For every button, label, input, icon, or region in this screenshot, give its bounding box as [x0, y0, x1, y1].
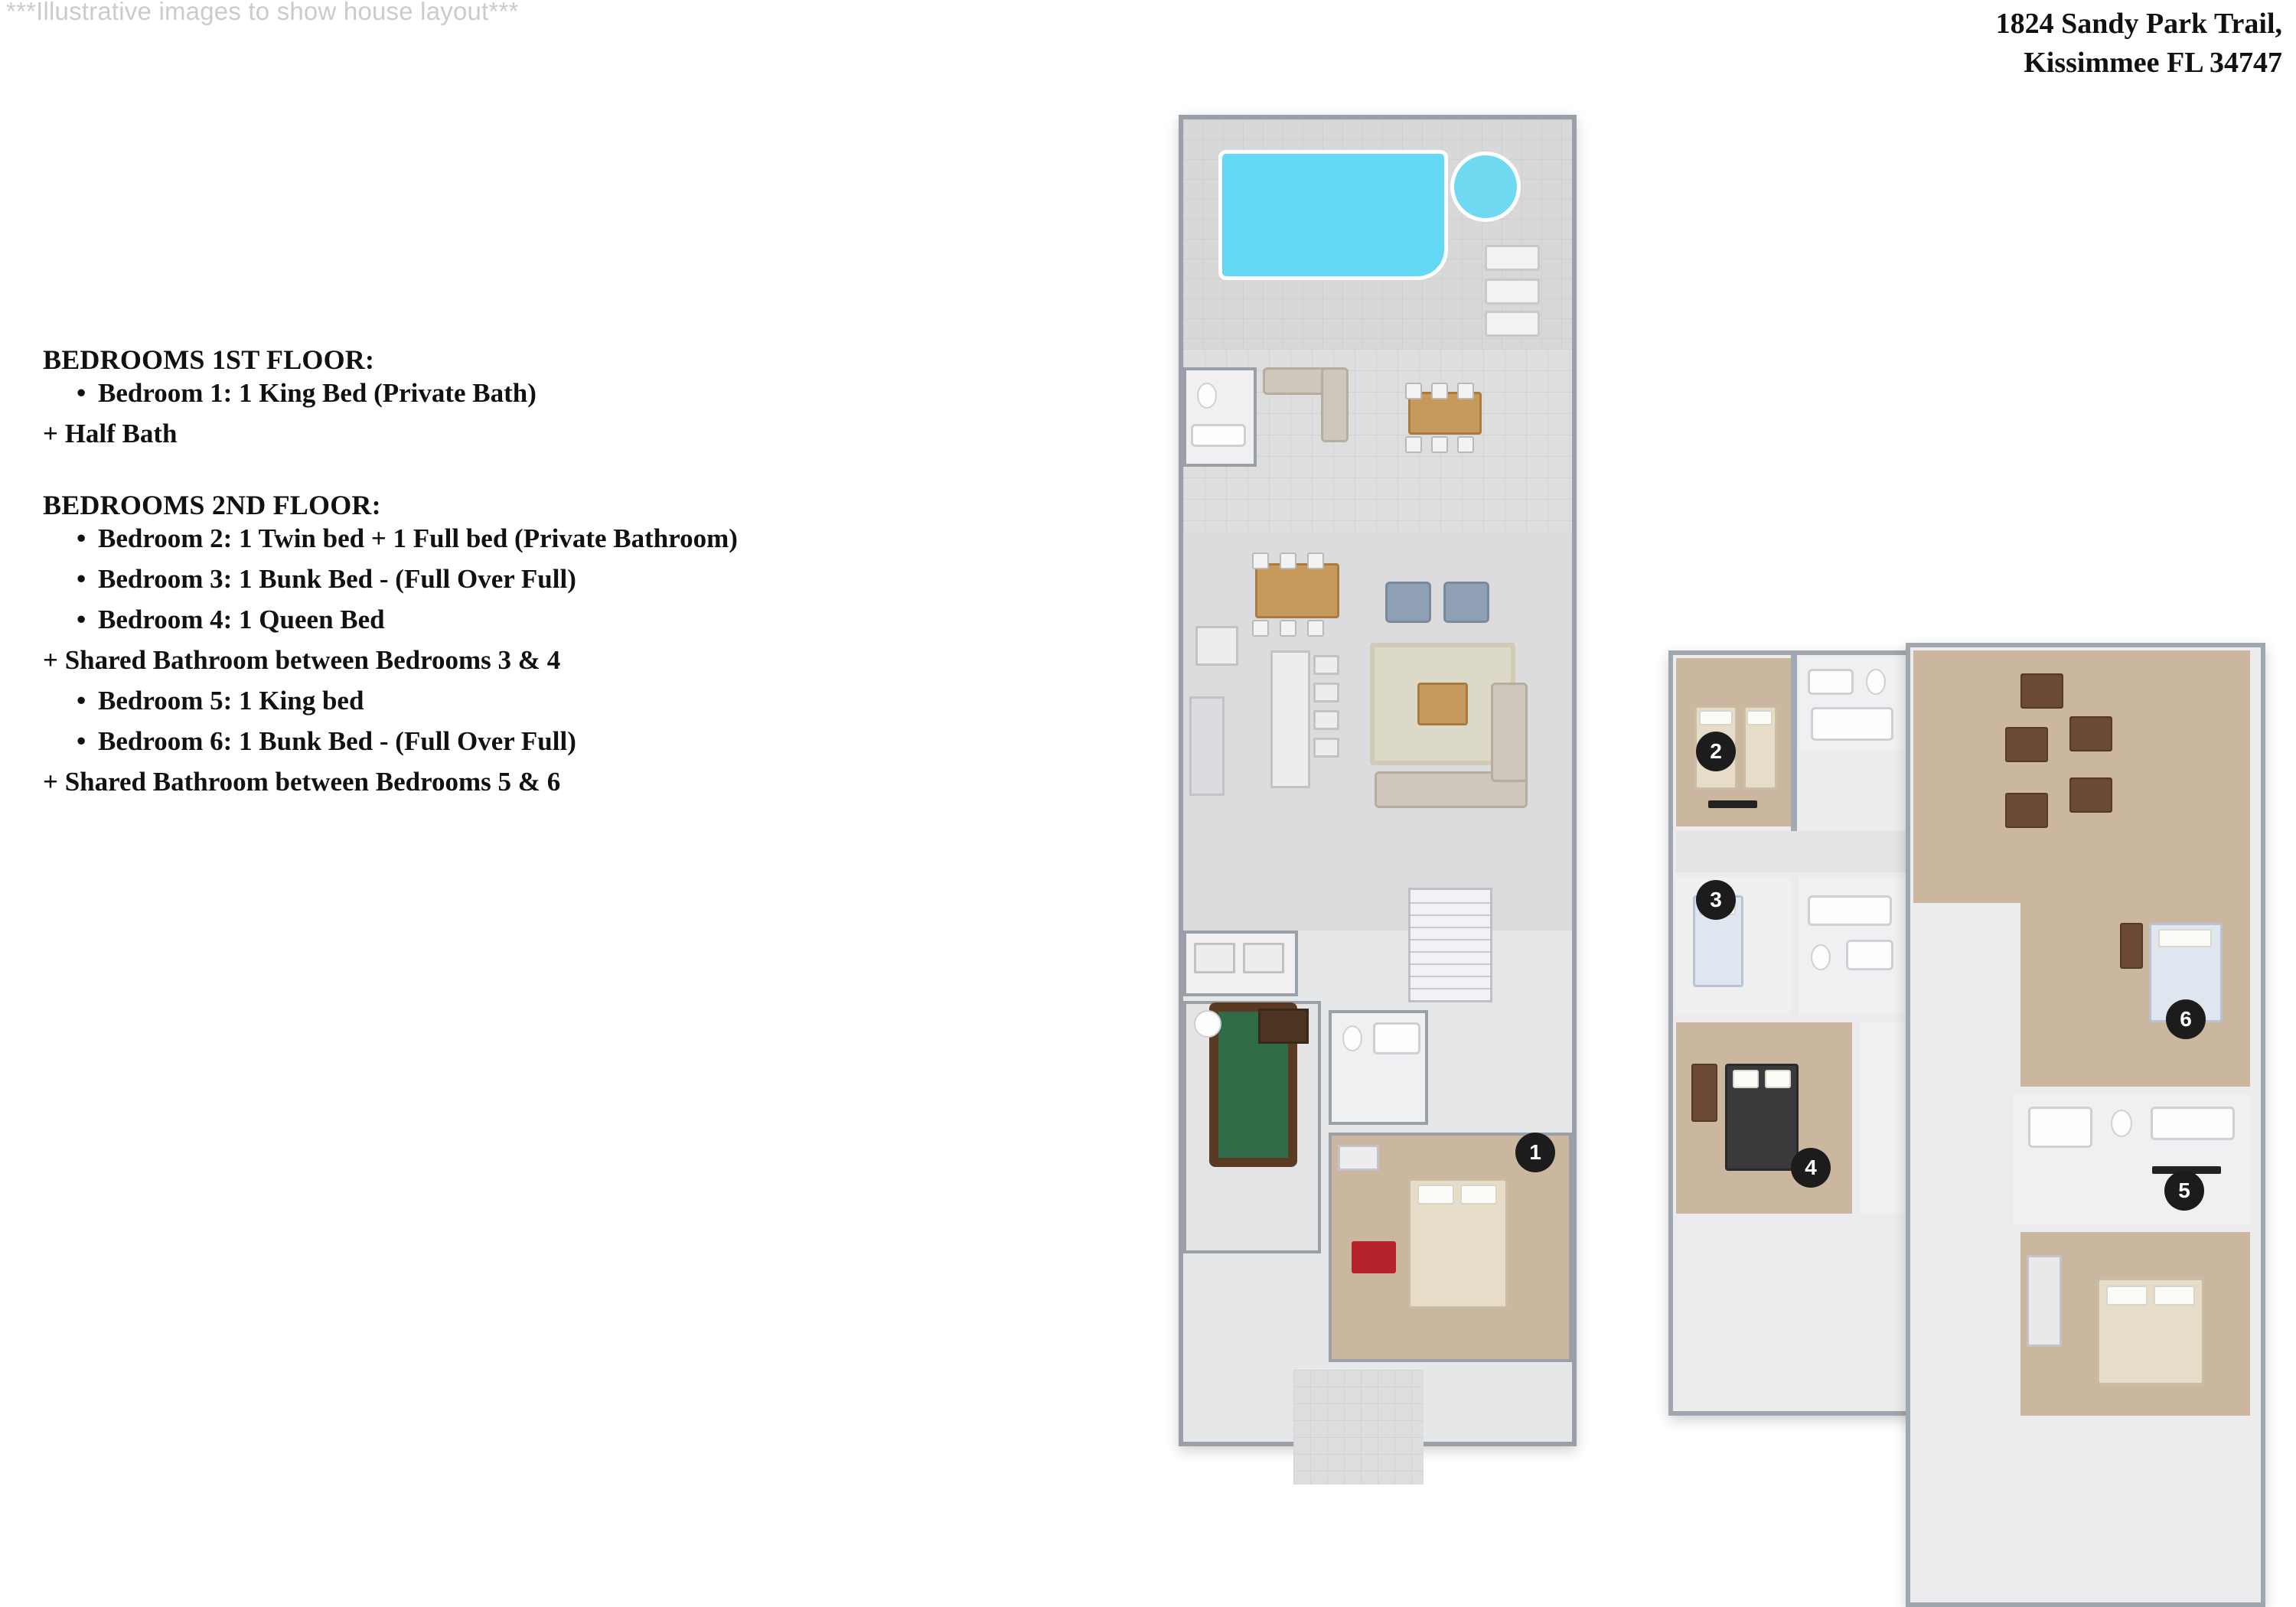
chair — [1280, 620, 1296, 637]
bullet-icon: • — [77, 378, 86, 408]
nightstand — [1338, 1145, 1379, 1171]
gaming-chair — [2069, 777, 2112, 813]
toilet-icon — [1342, 1025, 1362, 1051]
gaming-chair — [2020, 673, 2063, 709]
tv-icon — [1708, 800, 1757, 808]
first-floor-heading: BEDROOMS 1ST FLOOR: — [43, 344, 375, 375]
dryer-icon — [1243, 943, 1284, 973]
coffee-table — [1417, 683, 1468, 725]
pillow — [2106, 1286, 2148, 1305]
loft-game-area — [1913, 650, 2250, 903]
pillow — [1733, 1070, 1759, 1088]
kitchen-counter — [1189, 696, 1225, 796]
bullet-icon: • — [77, 726, 86, 756]
shower-icon — [2028, 1107, 2092, 1148]
first-floor-list — [43, 380, 1038, 406]
list-item — [43, 606, 1038, 633]
shared-bath-5-6: + Shared Bathroom between Bedrooms 5 & 6 — [43, 767, 561, 797]
decor-icon — [1194, 1010, 1221, 1038]
second-floor-list-b — [43, 687, 1038, 755]
half-bath-room — [1183, 367, 1257, 467]
bedroom-badge-2: 2 — [1696, 732, 1736, 771]
sectional-sofa-return — [1491, 683, 1528, 782]
nightstand — [2120, 923, 2143, 969]
chair — [1280, 553, 1296, 569]
vanity-icon — [2151, 1107, 2235, 1140]
second-floor-plan-left — [1668, 650, 1921, 1416]
bedroom-info-panel — [43, 346, 1038, 809]
second-floor-list-a — [43, 525, 1038, 633]
bar-stool — [1313, 738, 1339, 758]
shared-bath-3-4: + Shared Bathroom between Bedrooms 3 & 4 — [43, 645, 561, 675]
chair — [1405, 436, 1422, 453]
toilet-icon — [1811, 944, 1831, 970]
chair — [1431, 383, 1448, 399]
chair — [1457, 436, 1474, 453]
toilet-icon — [1866, 669, 1886, 695]
shower-icon — [1373, 1022, 1420, 1054]
list-item — [43, 728, 1038, 755]
closet — [2027, 1255, 2062, 1347]
gaming-chair — [2069, 716, 2112, 751]
second-floor-heading: BEDROOMS 2ND FLOOR: — [43, 490, 381, 520]
wall-divider — [1791, 655, 1797, 831]
armchair — [1443, 582, 1489, 623]
chair — [1405, 383, 1422, 399]
first-floor-extra: + Half Bath — [43, 419, 178, 448]
lounge-chair — [1485, 311, 1540, 337]
pillow — [2158, 929, 2212, 947]
chair — [1307, 620, 1324, 637]
shower-icon — [1811, 707, 1893, 741]
spacer — [43, 461, 1038, 491]
game-room-console — [1258, 1009, 1309, 1044]
entry-walkway — [1293, 1370, 1424, 1485]
list-item — [43, 687, 1038, 714]
vanity-icon — [1808, 669, 1854, 695]
toilet-icon — [1197, 383, 1217, 409]
bedroom-badge-5: 5 — [2164, 1171, 2204, 1211]
bullet-icon: • — [77, 564, 86, 594]
list-item-label: Bedroom 5: 1 King bed — [98, 686, 364, 715]
toilet-icon — [2111, 1110, 2132, 1137]
second-floor-plan-right — [1906, 643, 2265, 1607]
pillow — [1746, 710, 1773, 725]
bar-stool — [1313, 683, 1339, 702]
pillow — [1699, 710, 1733, 725]
gaming-chair — [2005, 793, 2048, 828]
list-item-label: Bedroom 3: 1 Bunk Bed - (Full Over Full) — [98, 564, 576, 594]
bathtub-icon — [1808, 895, 1892, 926]
list-item-label: Bedroom 6: 1 Bunk Bed - (Full Over Full) — [98, 726, 576, 756]
bedroom-1-accent-chair — [1352, 1241, 1396, 1273]
refrigerator — [1195, 626, 1238, 666]
chair — [1252, 553, 1269, 569]
list-item-label: Bedroom 1: 1 King Bed (Private Bath) — [98, 378, 536, 408]
bedroom-badge-3: 3 — [1696, 880, 1736, 920]
list-item-label: Bedroom 4: 1 Queen Bed — [98, 605, 385, 634]
chair — [1431, 436, 1448, 453]
armchair — [1385, 582, 1431, 623]
gaming-chair — [2005, 727, 2048, 762]
lounge-chair — [1485, 245, 1540, 271]
lounge-chair — [1485, 279, 1540, 305]
swimming-pool — [1218, 150, 1448, 280]
list-item — [43, 566, 1038, 592]
address-line-1: 1824 Sandy Park Trail, — [1995, 8, 2282, 40]
bedroom-badge-6: 6 — [2166, 999, 2206, 1039]
floorplan-illustration — [1179, 115, 2265, 1530]
vanity-icon — [1846, 940, 1893, 970]
chair — [1252, 620, 1269, 637]
pillow — [1460, 1185, 1497, 1204]
bullet-icon: • — [77, 686, 86, 715]
pillow — [2154, 1286, 2195, 1305]
upstairs-hallway — [1676, 831, 1913, 872]
list-item — [43, 525, 1038, 552]
first-floor-plan — [1179, 115, 1607, 1492]
address-block — [1996, 5, 2282, 83]
vanity-icon — [1191, 424, 1246, 447]
bullet-icon: • — [77, 523, 86, 553]
staircase — [1408, 888, 1492, 1002]
lanai-sofa-return — [1321, 367, 1349, 442]
kitchen-island — [1270, 650, 1310, 788]
bedroom-badge-1: 1 — [1515, 1133, 1555, 1172]
illustrative-note: ***Illustrative images to show house layout*** — [6, 0, 519, 25]
bullet-icon: • — [77, 605, 86, 634]
washer-icon — [1194, 943, 1235, 973]
bedroom-badge-4: 4 — [1791, 1148, 1831, 1188]
spa-icon — [1450, 152, 1521, 222]
pillow — [1417, 1185, 1454, 1204]
dining-table — [1255, 563, 1339, 618]
list-item — [43, 380, 1038, 406]
list-item-label: Bedroom 2: 1 Twin bed + 1 Full bed (Private Bathroom) — [98, 523, 738, 553]
address-line-2: Kissimmee FL 34747 — [2024, 47, 2282, 80]
pillow — [1765, 1070, 1791, 1088]
nightstand — [1691, 1064, 1717, 1122]
bar-stool — [1313, 710, 1339, 730]
chair — [1307, 553, 1324, 569]
bar-stool — [1313, 655, 1339, 675]
chair — [1457, 383, 1474, 399]
